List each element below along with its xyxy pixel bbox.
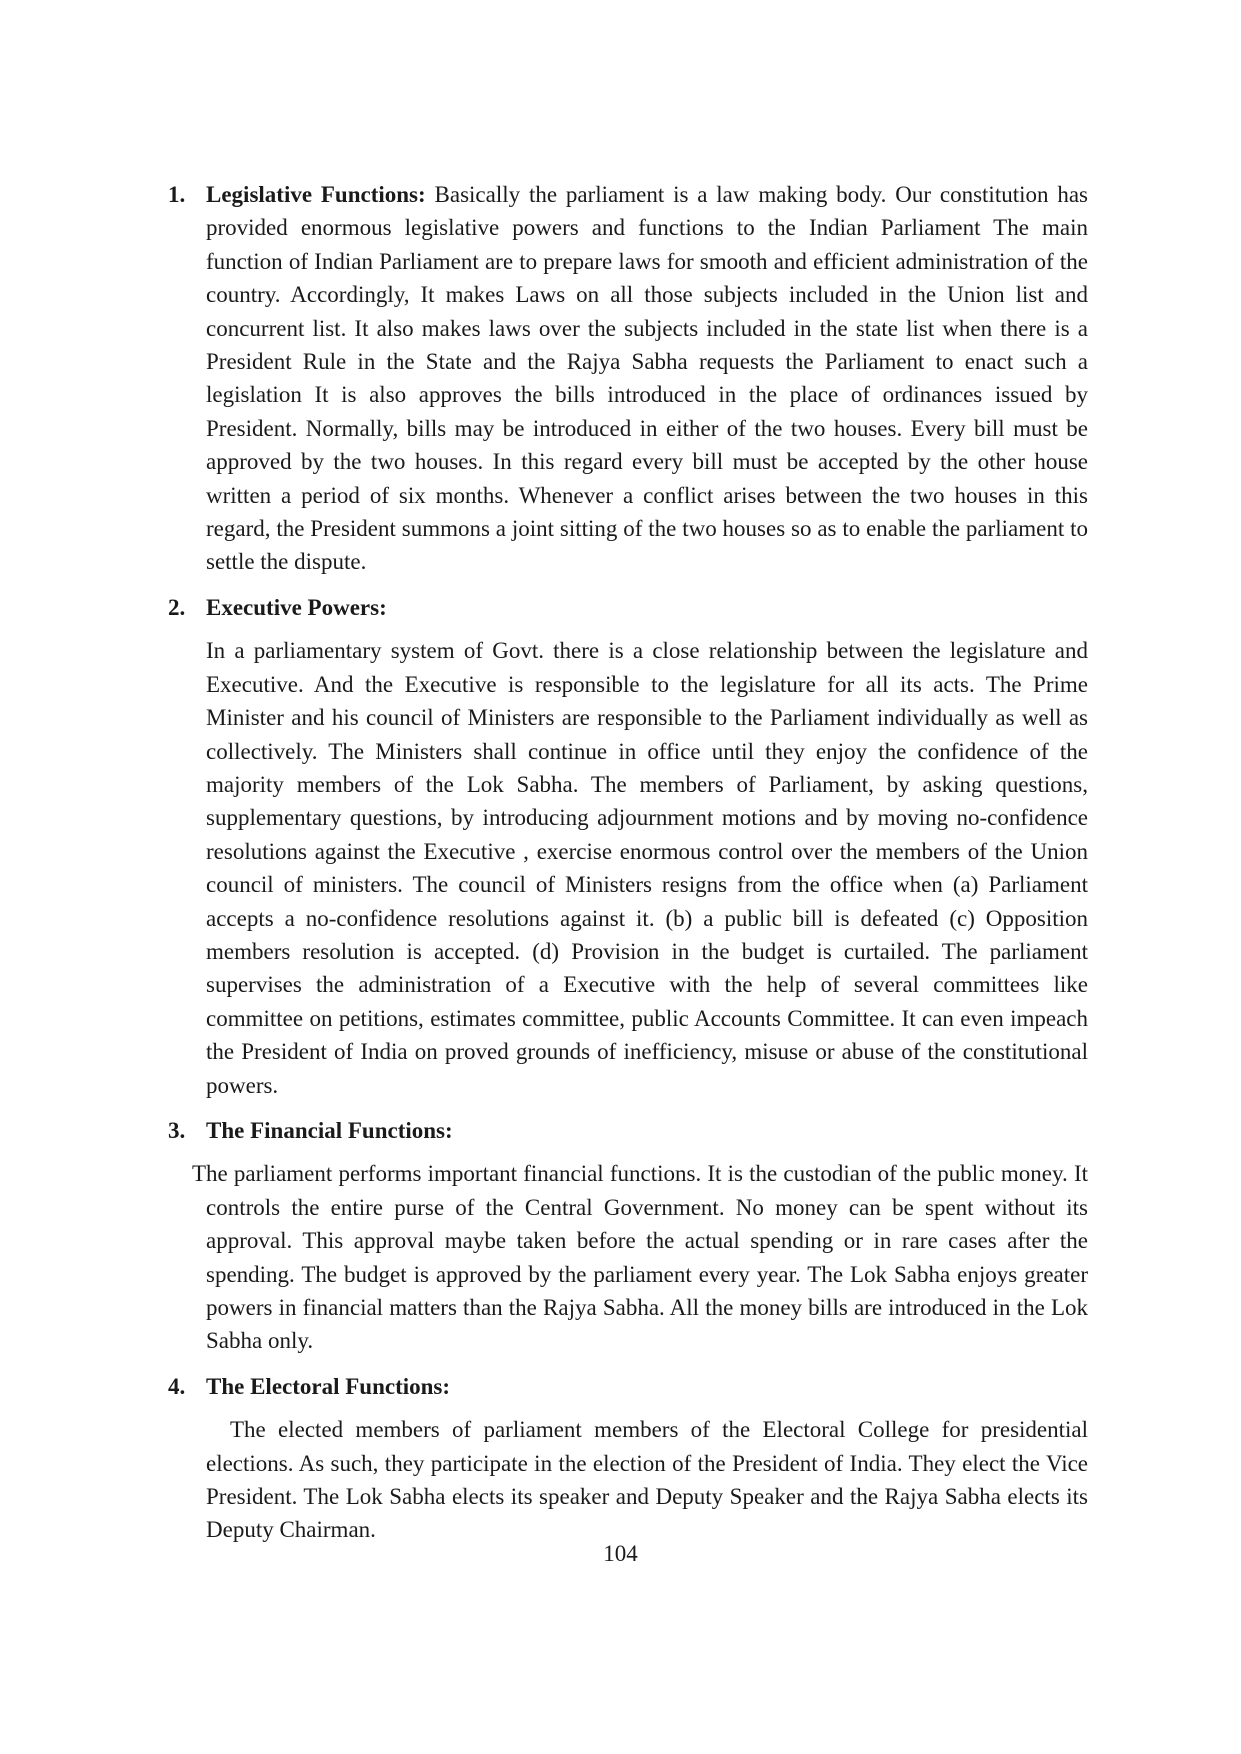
section-paragraph xyxy=(206,178,1088,579)
section-legislative-functions xyxy=(168,178,1088,579)
section-text: The parliament performs important financial functions. It is the custodian of the public money. It controls the entire purse of the Central Government. No money can be spent without its approval. This approval maybe taken before the actual spending or in rare cases after the spending. The budget is approved by the parliament every year. The Lok Sabha enjoys greater powers in financial matters than the Rajya Sabha. All the money bills are introduced in the Lok Sabha only. xyxy=(192,1161,1088,1354)
page-body xyxy=(168,178,1088,1547)
section-heading: The Financial Functions: xyxy=(206,1117,453,1143)
section-number: 4. xyxy=(168,1373,186,1399)
section-number: 1. xyxy=(168,182,186,207)
section-number: 3. xyxy=(168,1117,186,1143)
section-text: The elected members of parliament members of the Electoral College for presidential elections. As such, they participate in the election of the President of India. They elect the Vice President. The Lok Sabha elects its speaker and Deputy Speaker and the Rajya Sabha elects its Deputy Chairman. xyxy=(206,1417,1088,1543)
section-heading: Executive Powers: xyxy=(206,594,387,620)
section-executive-powers xyxy=(168,591,1088,1102)
section-text: In a parliamentary system of Govt. there is a close relationship between the legislature and Executive. And the Executive is responsible to the legislature for all its acts. The Prime Minister and his council of Ministers are responsible to the Parliament individually as well as collectively. The Ministers shall continue in office until they enjoy the confidence of the majority members of the Lok Sabha. The members of Parliament, by asking questions, supplementary questions, by introducing adjournment motions and by moving no-confidence resolutions against the Executive , exercise enormous control over the members of the Union council of ministers. The council of Ministers resigns from the office when (a) Parliament accepts a no-confidence resolutions against it. (b) a public bill is defeated (c) Opposition members resolution is accepted. (d) Provision in the budget is curtailed. The parliament supervises the administration of a Executive with the help of several committees like committee on petitions, estimates committee, public Accounts Committee. It can even impeach the President of India on proved grounds of inefficiency, misuse or abuse of the constitutional powers. xyxy=(206,638,1088,1098)
section-electoral-functions xyxy=(168,1370,1088,1547)
section-text: Basically the parliament is a law making body. Our constitution has provided enormous legislative powers and functions to the Indian Parliament The main function of Indian Parliament are to prepare laws for smooth and efficient administration of the country. Accordingly, It makes Laws on all those subjects included in the Union list and concurrent list. It also makes laws over the subjects included in the state list when there is a President Rule in the State and the Rajya Sabha requests the Parliament to enact such a legislation It is also approves the bills introduced in the place of ordinances issued by President. Normally, bills may be introduced in either of the two houses. Every bill must be approved by the two houses. In this regard every bill must be accepted by the other house written a period of six months. Whenever a conflict arises between the two houses in this regard, the President summons a joint sitting of the two houses so as to enable the parliament to settle the dispute. xyxy=(206,182,1088,575)
section-heading: Legislative Functions: xyxy=(206,182,426,207)
section-financial-functions xyxy=(168,1114,1088,1358)
page-number: 104 xyxy=(603,1541,638,1566)
section-heading: The Electoral Functions: xyxy=(206,1373,451,1399)
section-number: 2. xyxy=(168,594,186,620)
